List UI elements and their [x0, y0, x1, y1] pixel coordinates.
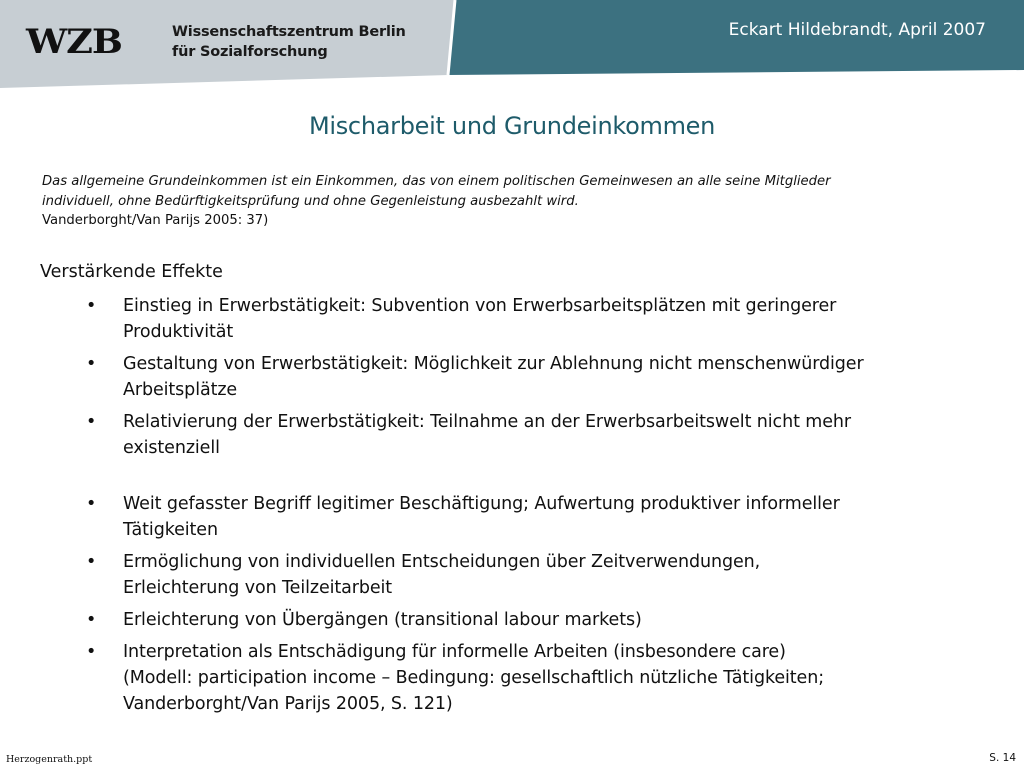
- list-item: • Ermöglichung von individuellen Entscheidungen über Zeitverwendungen, Erleichterung von Teilzeitarbeit: [86, 549, 986, 601]
- section-heading: Verstärkende Effekte: [40, 262, 223, 282]
- header-band: [0, 0, 1024, 92]
- slide-title: Mischarbeit und Grundeinkommen: [308, 112, 716, 140]
- quote-line-1: Das allgemeine Grundeinkommen ist ein Einkommen, das von einem politischen Gemeinwesen an alle seine Mitglieder: [42, 174, 831, 189]
- bullet-icon: •: [86, 296, 97, 316]
- quote-line-2: individuell, ohne Bedürftigkeitsprüfung und ohne Gegenleistung ausbezahlt wird.: [42, 193, 579, 209]
- organization-name: [172, 22, 406, 62]
- list-item: • Gestaltung von Erwerbstätigkeit: Möglichkeit zur Ablehnung nicht menschenwürdiger Arbeitsplätze: [86, 351, 986, 403]
- definition-quote: [42, 172, 972, 231]
- list-item: • Weit gefasster Begriff legitimer Beschäftigung; Aufwertung produktiver informeller Tätigkeiten: [86, 491, 986, 543]
- bullet-icon: •: [86, 642, 97, 662]
- list-item: • Einstieg in Erwerbstätigkeit: Subvention von Erwerbsarbeitsplätzen mit geringerer Produktivität: [86, 293, 986, 345]
- bullet-icon: •: [86, 494, 97, 514]
- effects-list: [86, 293, 986, 723]
- org-line-1: Wissenschaftszentrum Berlin: [172, 24, 406, 40]
- author-date: Eckart Hildebrandt, April 2007: [728, 20, 986, 40]
- list-item: • Interpretation als Entschädigung für informelle Arbeiten (insbesondere care) (Modell: participation income – Bedingung: gesellschaftlich nützliche Tätigkeiten; Vanderborght/Van Parijs 2005, S. 121): [86, 639, 986, 717]
- footer-page-number: S. 14: [989, 752, 1016, 764]
- footer-filename: Herzogenrath.ppt: [6, 754, 93, 765]
- org-line-2: für Sozialforschung: [172, 44, 328, 60]
- list-item: • Erleichterung von Übergängen (transitional labour markets): [86, 607, 986, 633]
- bullet-icon: •: [86, 412, 97, 432]
- slide-header: [0, 0, 1024, 92]
- bullet-icon: •: [86, 610, 97, 630]
- list-item: • Relativierung der Erwerbstätigkeit: Teilnahme an der Erwerbsarbeitswelt nicht mehr existenziell: [86, 409, 986, 461]
- bullet-icon: •: [86, 354, 97, 374]
- quote-source: Vanderborght/Van Parijs 2005: 37): [42, 213, 269, 228]
- wzb-logo: WZB: [26, 22, 122, 62]
- bullet-icon: •: [86, 552, 97, 572]
